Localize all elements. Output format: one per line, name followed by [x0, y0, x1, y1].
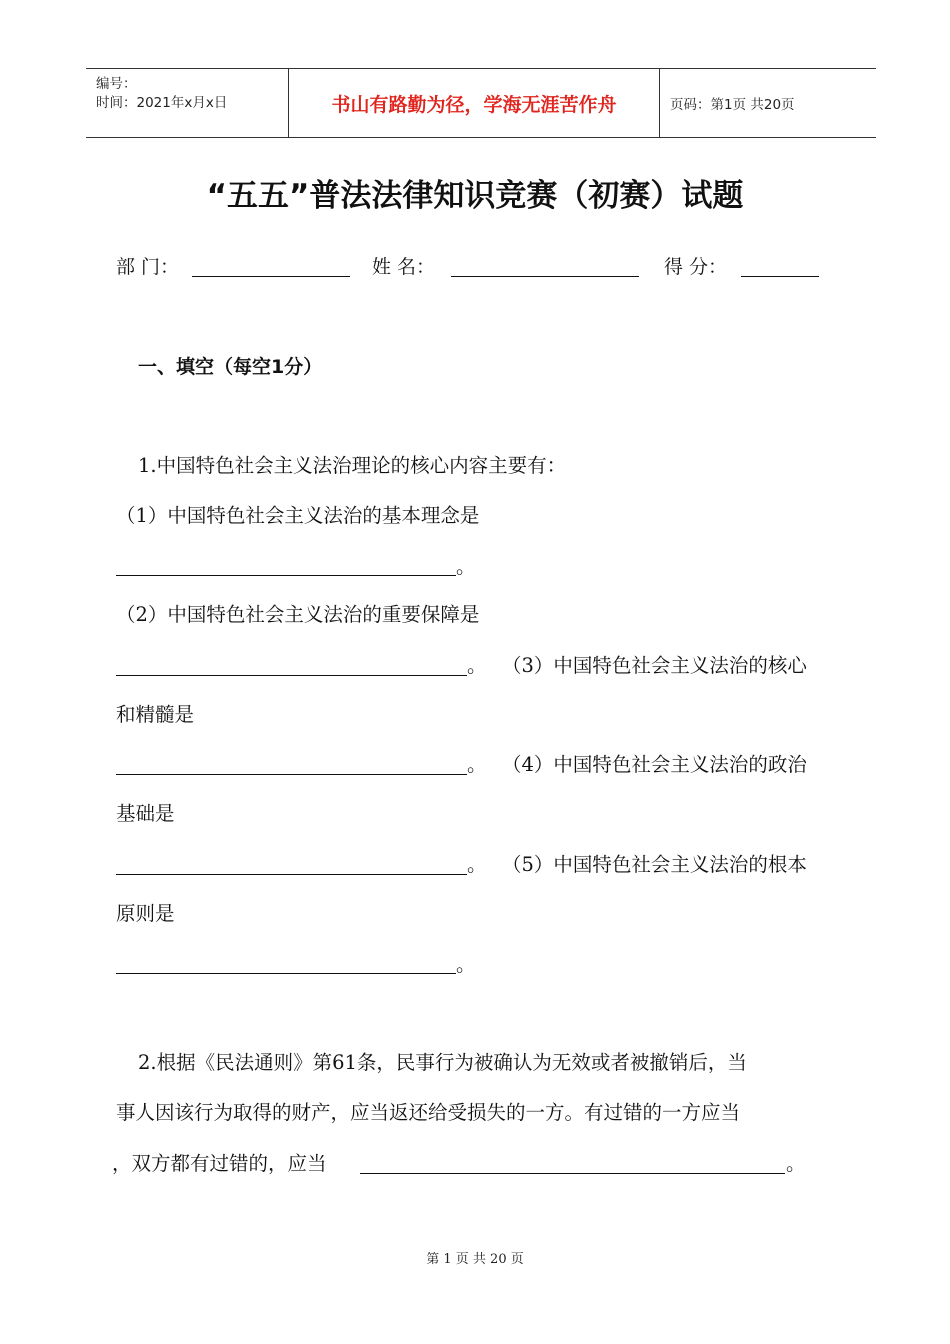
header-table	[86, 68, 876, 138]
q1-item3-b: 和精髓是	[116, 703, 195, 726]
score-label: 得 分：	[664, 256, 728, 278]
page-footer: 第 1 页 共 20 页	[426, 1252, 524, 1267]
q2-line1: 2.根据《民法通则》第61条，民事行为被确认为无效或者被撤销后，当	[138, 1051, 747, 1074]
q1-item5-b: 原则是	[116, 902, 175, 925]
department-field[interactable]	[192, 276, 350, 277]
q1-item1: （1）中国特色社会主义法治的基本理念是	[116, 504, 480, 527]
serial-label: 编号：	[96, 76, 137, 92]
q1-blank3[interactable]	[116, 774, 467, 775]
time-label: 时间：2021年x月x日	[96, 95, 228, 111]
q1-item3-a: （3）中国特色社会主义法治的核心	[502, 654, 807, 677]
page-title: “五五”普法法律知识竞赛（初赛）试题	[206, 178, 744, 214]
q1-intro: 1.中国特色社会主义法治理论的核心内容主要有：	[138, 454, 567, 477]
q1-end3: 。	[467, 753, 487, 776]
motto: 书山有路勤为径，学海无涯苦作舟	[288, 69, 660, 137]
q1-blank5[interactable]	[116, 973, 456, 974]
q1-blank2[interactable]	[116, 675, 467, 676]
q2-line2: 事人因该行为取得的财产，应当返还给受损失的一方。有过错的一方应当	[116, 1101, 741, 1124]
department-label: 部 门：	[116, 256, 180, 278]
q2-blank[interactable]	[360, 1173, 785, 1174]
q1-item2: （2）中国特色社会主义法治的重要保障是	[116, 603, 480, 626]
q1-end1: 。	[456, 555, 476, 578]
q1-end4: 。	[467, 853, 487, 876]
q1-item5-a: （5）中国特色社会主义法治的根本	[502, 853, 807, 876]
q1-item4-a: （4）中国特色社会主义法治的政治	[502, 753, 807, 776]
q2-end: 。	[786, 1152, 806, 1175]
q1-blank1[interactable]	[116, 575, 456, 576]
q1-end5: 。	[456, 953, 476, 976]
name-field[interactable]	[451, 276, 639, 277]
q1-end2: 。	[467, 654, 487, 677]
score-field[interactable]	[741, 276, 819, 277]
q2-line3: ，双方都有过错的，应当	[112, 1152, 327, 1175]
name-label: 姓 名：	[372, 256, 436, 278]
section-heading: 一、填空（每空1分）	[138, 356, 323, 378]
q1-blank4[interactable]	[116, 874, 467, 875]
header-left-cell	[86, 69, 288, 137]
q1-item4-b: 基础是	[116, 802, 175, 825]
page-info: 页码：第1页 共20页	[670, 97, 795, 113]
